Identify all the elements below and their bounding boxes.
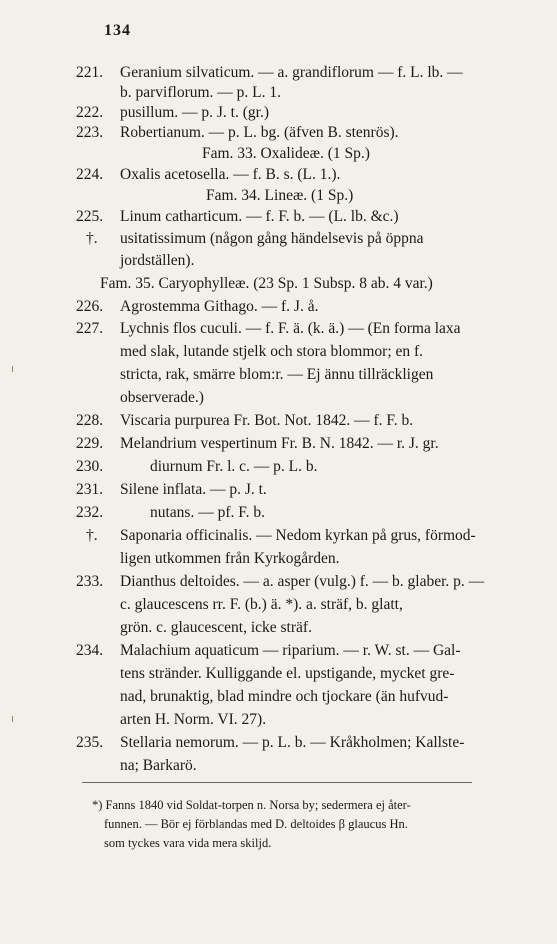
entry-text: pusillum. — p. J. t. (gr.) <box>120 104 269 121</box>
entry-text: Melandrium vespertinum Fr. B. N. 1842. — r. J. gr. <box>120 435 439 452</box>
entry-number: †. <box>86 230 98 247</box>
entry-number: 228. <box>76 412 104 429</box>
family-text: Fam. 34. Lineæ. (1 Sp.) <box>206 187 354 204</box>
entry-number: 231. <box>76 481 104 498</box>
footnote-rule <box>82 782 472 783</box>
entry-number: 225. <box>76 208 104 225</box>
entry-text: Agrostemma Githago. — f. J. å. <box>120 298 319 315</box>
entry-text: c. glaucescens rr. F. (b.) ä. *). a. sträf, b. glatt, <box>120 596 403 613</box>
entry-text: Robertianum. — p. L. bg. (äfven B. stenrös). <box>120 124 399 141</box>
footnote-line: *) Fanns 1840 vid Soldat-torpen n. Norsa by; sedermera ej åter- <box>92 798 411 812</box>
family-text: Fam. 35. Caryophylleæ. (23 Sp. 1 Subsp. 8 ab. 4 var.) <box>100 275 433 292</box>
entry-text: ligen utkommen från Kyrkogården. <box>120 550 340 567</box>
entry-number: 233. <box>76 573 104 590</box>
entry-text: nad, brunaktig, blad mindre och tjockare (än hufvud- <box>120 688 449 705</box>
entry-text: Lychnis flos cuculi. — f. F. ä. (k. ä.) — (En forma laxa <box>120 320 461 337</box>
entry-number: †. <box>86 527 98 544</box>
entry-text: jordställen). <box>120 252 195 269</box>
entry-text: usitatissimum (någon gång händelsevis på öppna <box>120 230 424 247</box>
entry-text: na; Barkarö. <box>120 757 197 774</box>
entry-text: Malachium aquaticum — riparium. — r. W. st. — Gal- <box>120 642 461 659</box>
entry-text: arten H. Norm. VI. 27). <box>120 711 267 728</box>
entry-number: 232. <box>76 504 104 521</box>
entry-text: med slak, lutande stjelk och stora blommor; en f. <box>120 343 424 360</box>
entry-text: observerade.) <box>120 389 204 406</box>
footnote-line: som tyckes vara vida mera skiljd. <box>104 836 272 850</box>
entry-number: 229. <box>76 435 104 452</box>
entry-number: 221. <box>76 64 104 81</box>
entry-text: tens stränder. Kulliggande el. upstigande, mycket gre- <box>120 665 455 682</box>
scan-mark <box>12 716 13 722</box>
entry-text: Viscaria purpurea Fr. Bot. Not. 1842. — f. F. b. <box>120 412 414 429</box>
entry-text: Silene inflata. — p. J. t. <box>120 481 267 498</box>
entry-text: Geranium silvaticum. — a. grandiflorum — f. L. lb. — <box>120 64 463 81</box>
entry-number: 235. <box>76 734 104 751</box>
entry-number: 224. <box>76 166 104 183</box>
scan-mark <box>12 366 13 372</box>
entry-text: Stellaria nemorum. — p. L. b. — Kråkholmen; Kallste- <box>120 734 465 751</box>
entry-number: 227. <box>76 320 104 337</box>
footnote-line: funnen. — Bör ej förblandas med D. deltoides β glaucus Hn. <box>104 817 408 831</box>
entry-number: 234. <box>76 642 104 659</box>
entry-text: diurnum Fr. l. c. — p. L. b. <box>150 458 318 475</box>
entry-text: Oxalis acetosella. — f. B. s. (L. 1.). <box>120 166 341 183</box>
entry-text: nutans. — pf. F. b. <box>150 504 266 521</box>
entry-text: Dianthus deltoides. — a. asper (vulg.) f. — b. glaber. p. — <box>120 573 485 590</box>
entry-text: stricta, rak, smärre blom:r. — Ej ännu tillräckligen <box>120 366 434 383</box>
family-text: Fam. 33. Oxalideæ. (1 Sp.) <box>202 145 370 162</box>
entry-text: grön. c. glaucescent, icke sträf. <box>120 619 312 636</box>
entry-text: Saponaria officinalis. — Nedom kyrkan på grus, förmod- <box>120 527 476 544</box>
page-number: 134 <box>104 22 131 39</box>
entry-text: Linum catharticum. — f. F. b. — (L. lb. &c.) <box>120 208 399 225</box>
entry-number: 222. <box>76 104 104 121</box>
entry-text: b. parviflorum. — p. L. 1. <box>120 84 282 101</box>
entry-number: 223. <box>76 124 104 141</box>
entry-number: 226. <box>76 298 104 315</box>
entry-number: 230. <box>76 458 104 475</box>
